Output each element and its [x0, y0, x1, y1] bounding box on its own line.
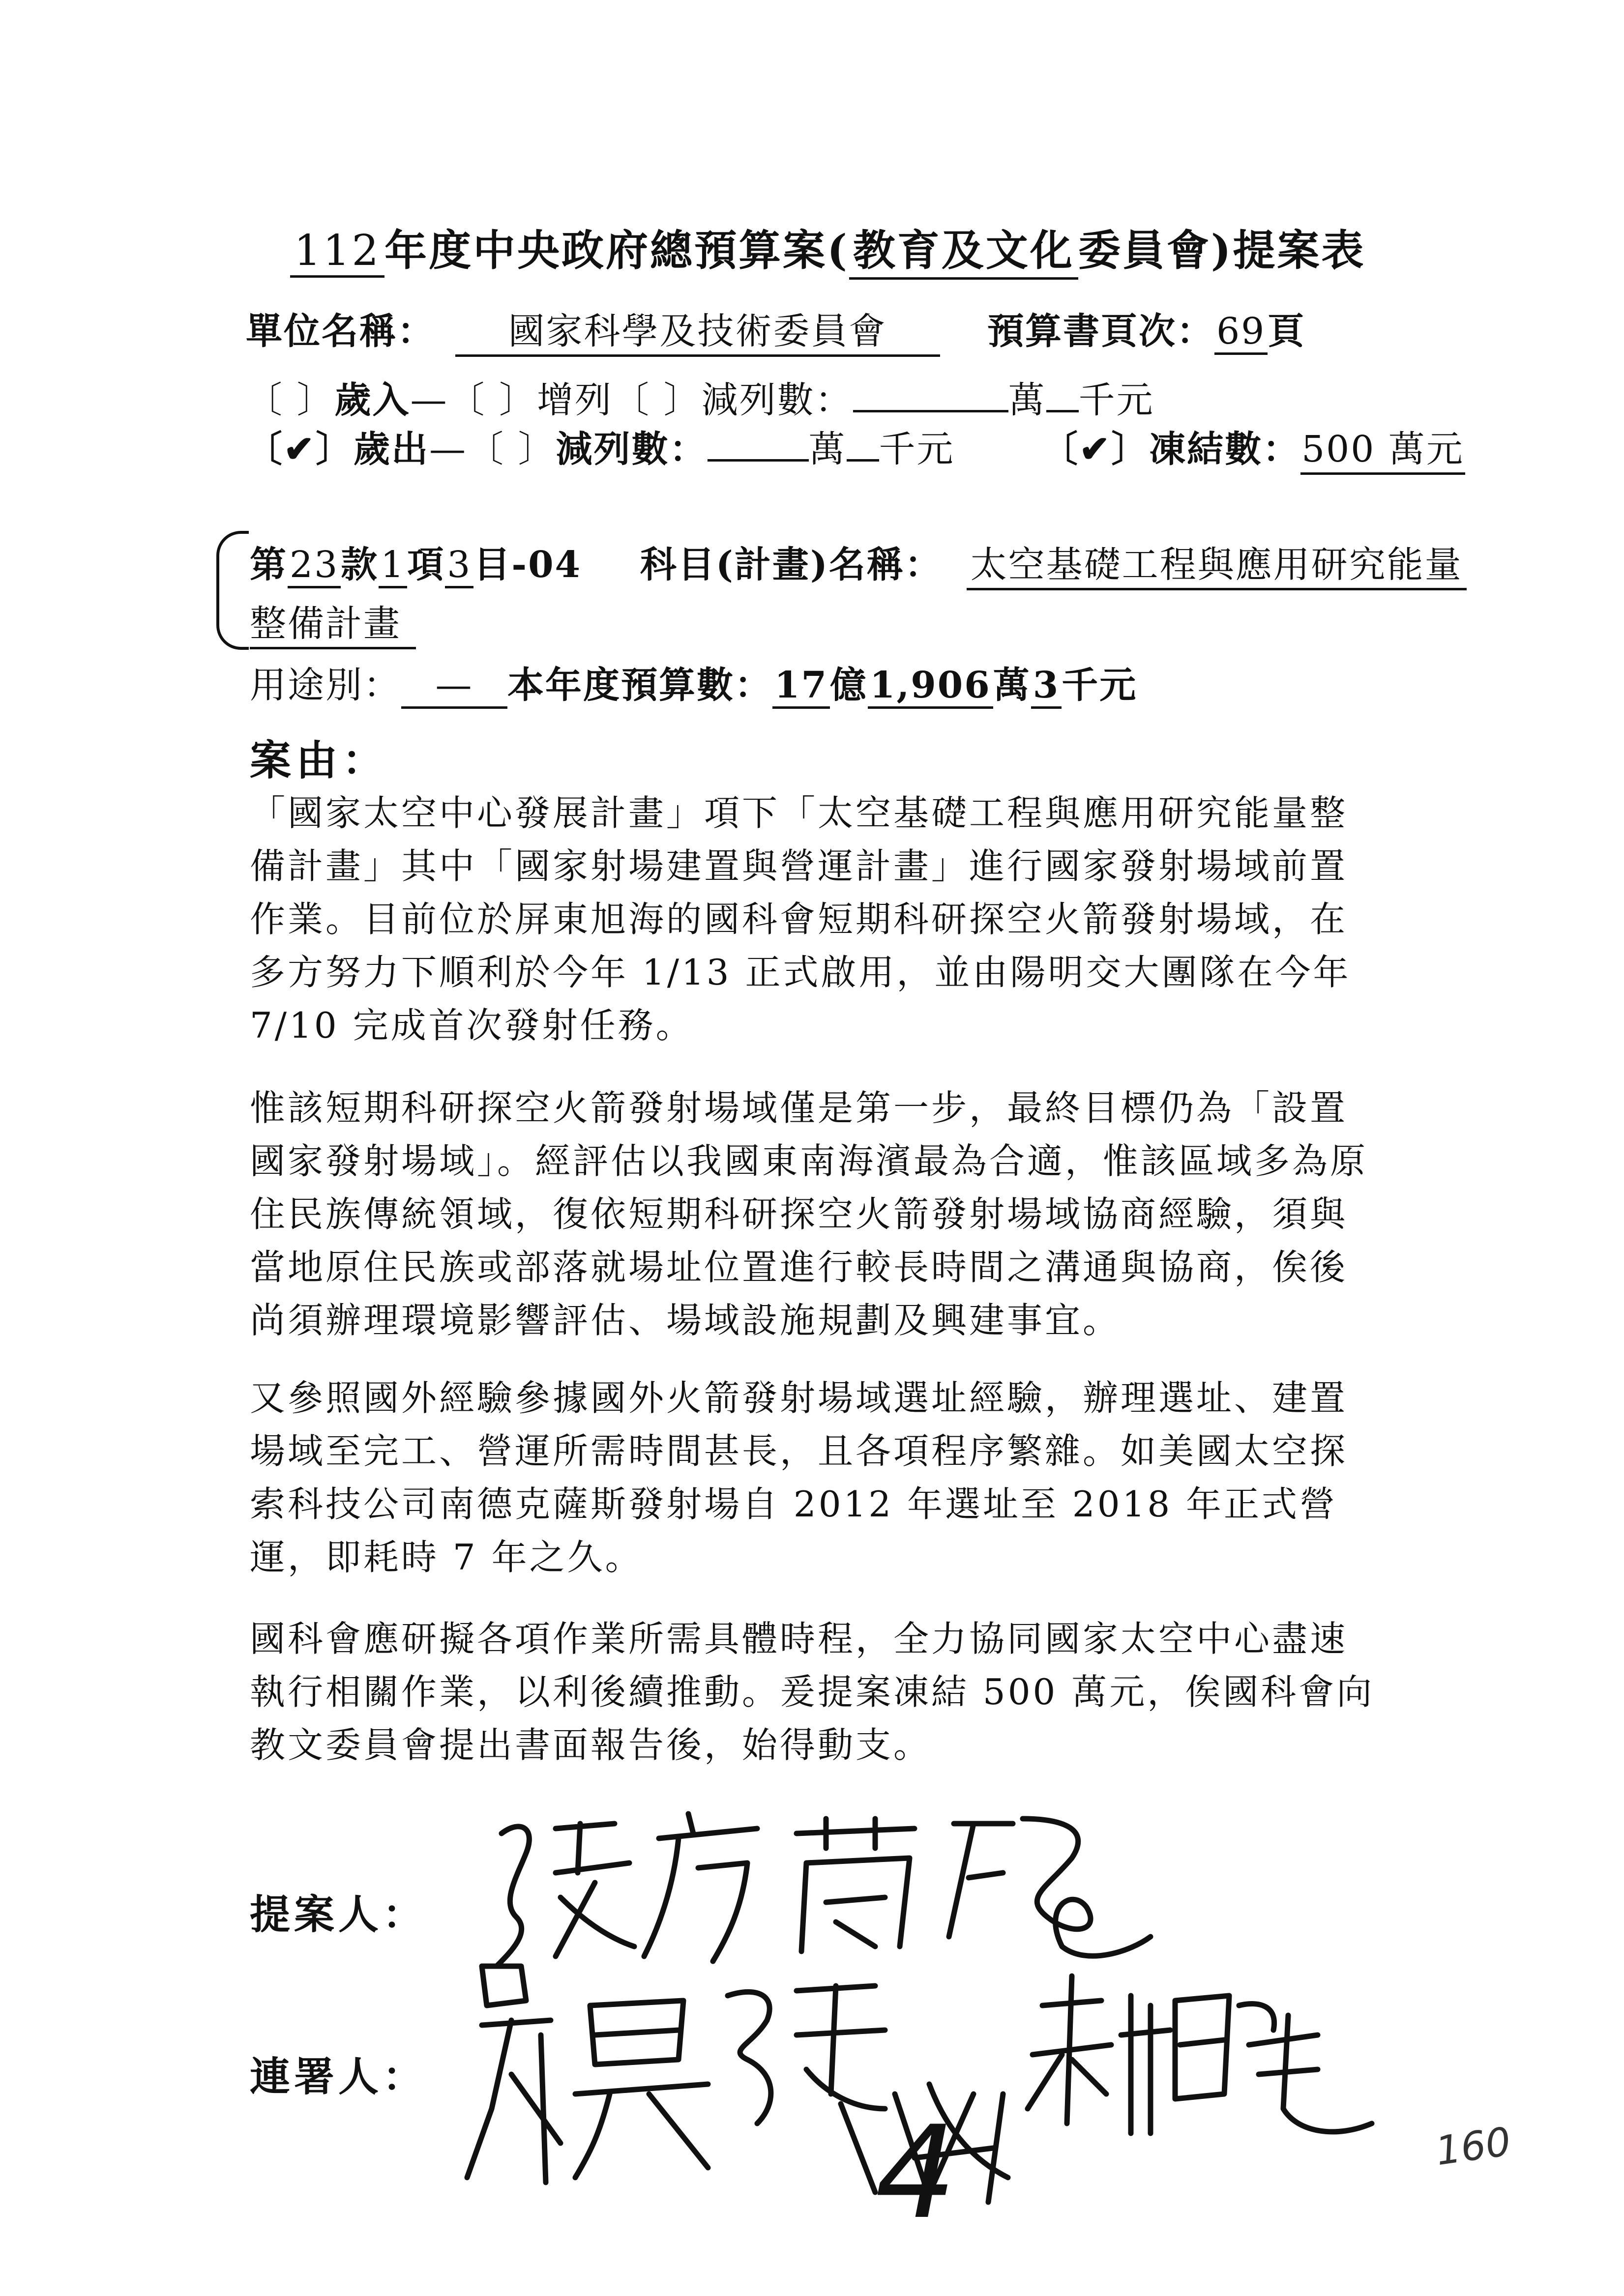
- proposer-label: 提案人：: [250, 1891, 427, 1938]
- cosigner-label: 連署人：: [250, 2053, 427, 2100]
- handwritten-brace: [216, 531, 249, 650]
- revenue-checkbox: 〔 〕: [246, 379, 335, 421]
- program-name-line1: 太空基礎工程與應用研究能量: [967, 536, 1467, 590]
- usage-row: 用途別： — 本年度預算數：17億1,906萬3千元: [250, 656, 1137, 709]
- expenditure-row: 〔✔〕歲出—〔 〕減列數： 萬 千元 〔✔〕凍結數：500 萬元: [246, 420, 1465, 475]
- handwritten-count: 4: [875, 2099, 957, 2247]
- form-title: 112年度中央政府總預算案(教育及文化委員會)提案表: [290, 216, 1366, 280]
- case-paragraph-3: 又參照國外經驗參據國外火箭發射場域選址經驗，辦理選址、建置場域至完工、營運所需時間甚長，且各項程序繁雜。如美國太空探索科技公司南德克薩斯發射場自 2012 年選址至 2018 年正式營運，即耗時 7 年之久。: [250, 1377, 1348, 1578]
- case-paragraph-4: 國科會應研擬各項作業所需具體時程，全力協同國家太空中心盡速執行相關作業，以利後續推動。爰提案凍結 500 萬元，俟國科會向教文委員會提出書面報告後，始得動支。: [250, 1618, 1375, 1766]
- freeze-amount: 500 萬元: [1300, 420, 1465, 475]
- handwritten-page-number: 160: [1433, 2118, 1514, 2175]
- freeze-checkbox: 〔✔〕: [1041, 428, 1150, 470]
- usage-value: —: [401, 664, 507, 709]
- case-heading: 案由：: [250, 736, 389, 785]
- budget-item-row: 第23款1項3目-04 科目(計畫)名稱： 太空基礎工程與應用研究能量: [250, 536, 1467, 590]
- committee-name: 教育及文化: [849, 216, 1078, 280]
- program-name-line2: 整備計畫: [250, 595, 416, 649]
- budget-page-number: 69: [1214, 310, 1268, 355]
- case-paragraph-2: 惟該短期科研探空火箭發射場域僅是第一步，最終目標仍為「設置國家發射場域」。經評估以我國東南海濱最為合適，惟該區域多為原住民族傳統領域，復依短期科研探空火箭發射場域協商經驗，須與當地原住民族或部落就場址位置進行較長時間之溝通與協商，俟後尚須辦理環境影響評估、場域設施規劃及興建事宜。: [250, 1087, 1368, 1341]
- expenditure-checkbox: 〔✔〕: [246, 428, 354, 470]
- unit-name: 國家科學及技術委員會: [455, 302, 940, 357]
- unit-row: 單位名稱： 國家科學及技術委員會 預算書頁次：69頁: [246, 302, 1305, 357]
- case-paragraph-1: 「國家太空中心發展計畫」項下「太空基礎工程與應用研究能量整備計畫」其中「國家射場建置與營運計畫」進行國家發射場域前置作業。目前位於屏東旭海的國科會短期科研探空火箭發射場域，在多方努力下順利於今年 1/13 正式啟用，並由陽明交大團隊在今年 7/10 完成首次發射任務。: [250, 792, 1351, 1046]
- fiscal-year: 112: [290, 226, 384, 278]
- revenue-row: 〔 〕歲入—〔 〕增列〔 〕減列數： 萬 千元: [246, 379, 1154, 421]
